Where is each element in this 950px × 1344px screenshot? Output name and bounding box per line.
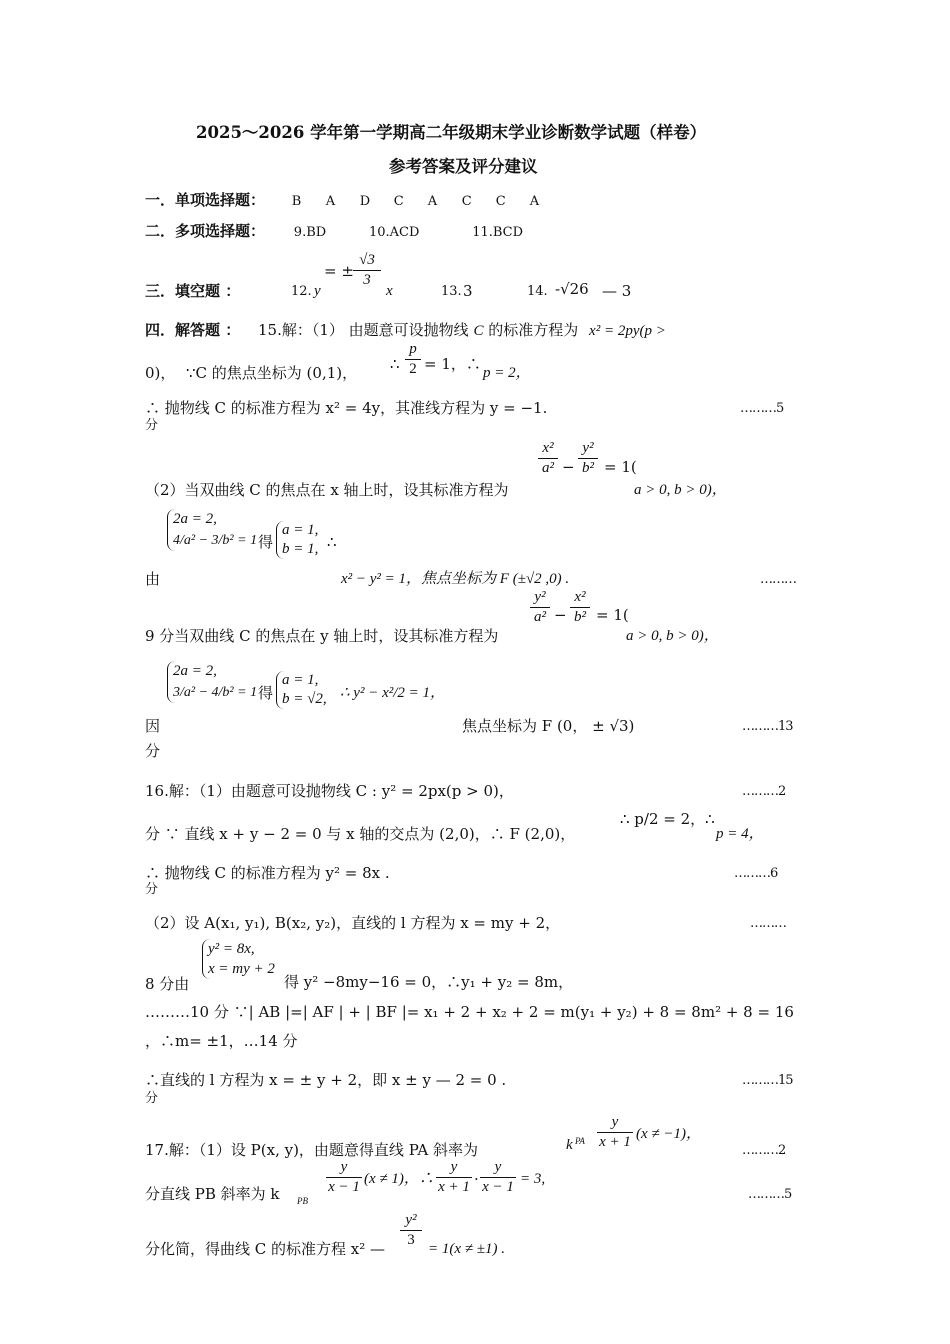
fraction-bar [326, 1177, 362, 1178]
part1-answer-5: A [427, 194, 438, 209]
q17-kpb: PB [297, 1196, 308, 1206]
q17-line1: 17.解：（1）设 P(x, y)，由题意得直线 PA 斜率为 [145, 1141, 479, 1159]
fraction-bar [436, 1177, 472, 1178]
q16-line2b: ∴ p/2 = 2，∴ [620, 810, 715, 828]
q15-hyp1: x² − y² = 1，焦点坐标为 F (±√2 ,0) . [341, 571, 570, 587]
q14-rest: — 3 [602, 282, 632, 300]
q15-y2b: y² [534, 589, 546, 605]
q12-frac [353, 252, 381, 289]
q16-sys-row1: y² = 8x, [208, 941, 255, 957]
q17-frac1-num: y [611, 1114, 619, 1130]
q15-eq: x² = 2py(p > [589, 323, 666, 339]
q15-fen13: 分 [145, 742, 161, 760]
fraction-bar [400, 1230, 422, 1231]
q15-y2: y² [582, 440, 594, 456]
q16-line3: ∴ 抛物线 C 的标准方程为 y² = 8x . [145, 864, 390, 882]
q15-sys2 [167, 661, 257, 703]
q15-b2b: b² [574, 609, 586, 625]
part1-label: 一．单项选择题： [145, 191, 266, 209]
q15-score13: ………13 [742, 719, 793, 734]
q15-res2 [276, 671, 327, 709]
fraction-bar [480, 1177, 516, 1178]
q15-res2-row2: b = √2, [282, 691, 327, 707]
q17-frac1-cond: (x ≠ −1)， [636, 1126, 702, 1142]
q17-eq3: = 3, [520, 1171, 546, 1187]
q15-sys2-row1: 2a = 2, [173, 663, 217, 679]
q15-part2: （2）当双曲线 C 的焦点在 x 轴上时，设其标准方程为 [145, 481, 509, 499]
q15-de2: 得 [258, 684, 274, 702]
exam-subtitle: 参考答案及评分建议 [389, 157, 538, 176]
q16-fen6: 分 [145, 882, 159, 897]
q16-score2: ………2 [742, 784, 786, 799]
q16-line5b: 得 y² −8my−16 = 0，∴y₁ + y₂ = 8m， [284, 973, 574, 991]
q15-sys2-row2: 3/a² − 4/b² = 1 [173, 685, 258, 700]
q17-frac4 [480, 1159, 516, 1196]
q15-yin: 因 [145, 717, 161, 735]
q14-val: -√26 [555, 280, 589, 298]
q17-frac3 [436, 1159, 472, 1196]
q15-you: 由 [145, 570, 161, 588]
part1-answers [292, 194, 564, 209]
q17-line2: 分直线 PB 斜率为 k [145, 1185, 280, 1203]
q17-frac2-den: x − 1 [328, 1179, 360, 1195]
fraction-bar [578, 458, 598, 459]
q12-num: 12. [291, 284, 312, 299]
q17-frac2 [326, 1159, 362, 1196]
q15-frac-x2 [570, 589, 590, 626]
part1-answer-3: D [359, 194, 371, 209]
part1-answer-1: B [291, 194, 302, 209]
part1-answer-2: A [325, 194, 336, 209]
q17-end: = 1(x ≠ ±1) . [428, 1241, 505, 1257]
q12-x: x [386, 283, 393, 299]
q15-fen5: 分 [145, 418, 159, 433]
q17-y2: y² [405, 1212, 417, 1228]
q17-frac3-den: x + 1 [438, 1179, 470, 1195]
q16-sys [202, 939, 275, 979]
q15-res1-row2: b = 1, [282, 541, 319, 557]
q12-y: y [314, 283, 321, 299]
q16-line8: ∴直线的 l 方程为 x = ± y + 2，即 x ± y — 2 = 0 . [145, 1071, 507, 1089]
q17-frac1 [597, 1114, 633, 1151]
q13-val: 3 [463, 282, 473, 300]
q17-frac2-cond: (x ≠ 1)，∴ [364, 1171, 434, 1187]
q15-cond: a > 0, b > 0)， [634, 482, 727, 498]
part3-label: 三．填空题 ： [145, 282, 241, 300]
q16-score8: ……… [750, 916, 786, 931]
q16-line2c: p = 4， [716, 826, 764, 842]
q15-x2: x² [542, 440, 554, 456]
q16-line2: 分 ∵ 直线 x + y − 2 = 0 与 x 轴的交点为 (2,0)，∴ F (2,0)， [145, 825, 576, 843]
q15-sys1 [167, 509, 257, 551]
part2-row [145, 222, 523, 242]
q17-score5: ………5 [748, 1187, 792, 1202]
part2-label: 二．多项选择题： [145, 222, 266, 240]
q15-c: C [473, 323, 484, 339]
fraction-bar [597, 1132, 633, 1133]
part4-label: 四．解答题 ： [145, 321, 241, 339]
fraction-bar [570, 607, 590, 608]
q15-line2-d: = 1，∴ [424, 355, 481, 373]
q13-num: 13. [441, 284, 462, 299]
part1-answer-4: C [393, 194, 404, 209]
q15-focus2: 焦点坐标为 F (0， ± √3) [462, 717, 635, 735]
q15-res1 [276, 521, 318, 559]
fraction-bar [353, 270, 381, 271]
q15-res2-row1: a = 1, [282, 672, 319, 688]
q15-line3: ∴ 抛物线 C 的标准方程为 x² = 4y，其准线方程为 y = −1. [145, 399, 548, 417]
q16-score6: ………6 [734, 866, 778, 881]
q15-a2: a² [542, 460, 554, 476]
q16-line7: ，∴m= ±1，…14 分 [145, 1032, 298, 1050]
q17-frac1-den: x + 1 [599, 1134, 631, 1150]
q16-line6: ………10 分 ∵| AB |=| AF | + | BF |= x₁ + 2 + x₂ + 2 = m(y₁ + y₂) + 8 = 8m² + 8 = 16 [145, 1003, 794, 1021]
part2-answer-11: 11.BCD [472, 225, 524, 240]
part2-answer-9: 9.BD [293, 225, 327, 240]
q12-eq: = ± [324, 262, 354, 280]
q16-part2: （2）设 A(x₁, y₁), B(x₂, y₂)，直线的 l 方程为 x = my + 2， [145, 914, 561, 932]
q17-frac2-num: y [340, 1159, 348, 1175]
fraction-bar [530, 607, 550, 608]
q17-3: 3 [407, 1232, 415, 1248]
q15-a2b: a² [534, 609, 546, 625]
part1-answer-6: C [461, 194, 472, 209]
q15-sys1-row1: 2a = 2, [173, 511, 217, 527]
part1-answer-8: A [529, 194, 540, 209]
q15-frac-x [538, 440, 558, 477]
q15-res1-row1: a = 1, [282, 522, 319, 538]
q17-dot: · [474, 1170, 479, 1188]
fraction-bar [405, 359, 421, 360]
q17-frac4-num: y [494, 1159, 502, 1175]
q15-sys1-row2: 4/a² − 3/b² = 1 [173, 533, 258, 548]
q15-eq2: = 1( [596, 606, 629, 624]
q15-b2: b² [582, 460, 594, 476]
q15-intro [258, 321, 666, 340]
q15-cond2: a > 0, b > 0)， [626, 628, 719, 644]
q15-de1: 得 [258, 533, 274, 551]
q15-p: p [409, 341, 417, 357]
part1-answer-7: C [495, 194, 506, 209]
q15-score9: ……… [760, 572, 796, 587]
q15-p-frac [405, 341, 421, 378]
q16-sys-row2: x = my + 2 [208, 961, 275, 977]
q14-num: 14. [527, 284, 548, 299]
q17-kpa: PA [575, 1136, 585, 1146]
q17-frac3-num: y [450, 1159, 458, 1175]
q16-fen15: 分 [145, 1091, 159, 1106]
q16-line5: 8 分由 [145, 975, 190, 993]
q15-therefore2: ∴ [327, 533, 337, 551]
q15-line2-e: p = 2， [483, 365, 531, 381]
q15-therefore: ∴ [390, 355, 400, 373]
q17-frac5 [400, 1212, 422, 1249]
q15-part3: 9 分当双曲线 C 的焦点在 y 轴上时，设其标准方程为 [145, 627, 499, 645]
q12-sqrt3: √3 [359, 252, 375, 268]
exam-title: 2025～2026 学年第一学期高二年级期末学业诊断数学试题（样卷） [196, 123, 707, 142]
q15-eq1: = 1( [604, 458, 637, 476]
q16-score15: ………15 [742, 1073, 793, 1088]
q15-frac-y [578, 440, 598, 477]
q17-score2: ………2 [742, 1143, 786, 1158]
q15-std-text: 的标准方程为 [488, 321, 579, 339]
q17-k: k [566, 1137, 573, 1153]
part1-row [145, 191, 564, 211]
q15-minus: − [562, 458, 575, 476]
fraction-bar [538, 458, 558, 459]
q15-x2b: x² [574, 589, 586, 605]
q17-frac4-den: x − 1 [482, 1179, 514, 1195]
q16-line1: 16.解：（1）由题意可设抛物线 C : y² = 2px(p > 0)， [145, 782, 514, 800]
q15-line2-a: 0)， [145, 364, 176, 382]
q15-intro-text: 15.解：（1） 由题意可设抛物线 [258, 321, 469, 339]
q15-minus2: − [554, 606, 567, 624]
q15-line2-b: ∵C 的焦点坐标为 (0,1)， [186, 364, 358, 382]
q12-den: 3 [363, 272, 371, 288]
q17-line3: 分化简，得曲线 C 的标准方程 x² — [145, 1240, 386, 1258]
q15-score5: ………5 [740, 401, 784, 416]
q15-2: 2 [409, 361, 417, 377]
q15-frac-y2 [530, 589, 550, 626]
q15-hyp2: ∴ y² − x²/2 = 1， [340, 685, 446, 701]
part2-answer-10: 10.ACD [368, 225, 420, 240]
